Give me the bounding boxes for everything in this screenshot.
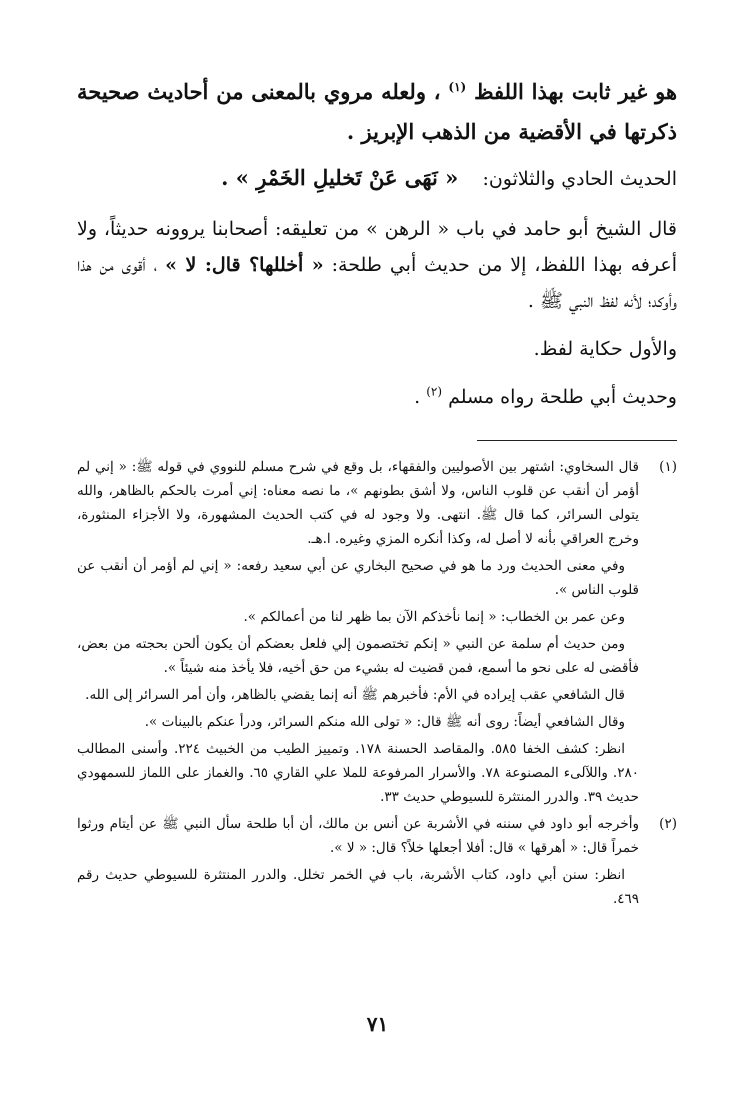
footnote-paragraph: انظر: سنن أبي داود، كتاب الأشربة، باب في الخمر تخلل. والدرر المنتثرة للسيوطي حديث رقم ٤٦٩. [77,867,639,907]
paragraph-abu-hamid-quote: « أخللها؟ قال: لا » [165,254,324,276]
paragraph-first-narration: والأول حكاية لفظ. [533,338,677,360]
paragraph-abu-talha-end: . [414,386,421,408]
opening-text-part1: هو غير ثابت بهذا اللفظ [474,79,678,104]
footnote-paragraph: ومن حديث أم سلمة عن النبي « إنكم تختصمون إلي فلعل بعضكم أن يكون ألحن بحجته من بعض، فأقضى له على نحو ما أسمع، فمن قضيت له بشيء من حق أخيه، فلا يأخذ منه شيئاً ». [77,636,639,676]
footnote-paragraph: قال السخاوي: اشتهر بين الأصوليين والفقهاء، بل وقع في شرح مسلم للنووي في قوله ﷺ: « إني لم أؤمر أن أنقب عن قلوب الناس، ولا أشق بطونهم »، ما نصه معناه: إني أمرت بالحكم بالظاهر، والله يتولى السرائر، كما قال ﷺ. انتهى. ولا وجود له في كتب الحديث المشهورة، ولا الأجزاء المنثورة، وخرج العراقي بأنه لا أصل له، وكذا أنكره المزي وغيره. ا.هـ. [77,459,639,547]
footnote-ref-1: (١) [448,80,467,94]
opening-text-part2: ، ولعله مروي بالمعنى من أحاديث صحيحة ذكرتها في الأقضية من الذهب الإبريز . [77,79,677,144]
paragraph-abu-hamid-part1: قال الشيخ أبو حامد في باب « الرهن » من تعليقه: أصحابنا يروونه حديثاً، ولا أعرفه بهذا اللفظ، إلا من حديث أبي طلحة: [77,218,677,276]
footnote-number: (١) [659,459,677,475]
hadith-label: الحديث الحادي والثلاثون: [482,168,677,190]
footnote-separator [477,440,677,441]
footnote-paragraph: وفي معنى الحديث ورد ما هو في صحيح البخاري عن أبي سعيد رفعه: « إني لم أؤمر أن أنقب عن قلوب الناس ». [77,558,639,598]
paragraph-abu-talha-text: وحديث أبي طلحة رواه مسلم [448,386,677,408]
footnote-paragraph: انظر: كشف الخفا ٥٨٥. والمقاصد الحسنة ١٧٨. وتمييز الطيب من الخبيث ٢٢٤. وأسنى المطالب ٢٨٠. واللآلىء المصنوعة ٧٨. والأسرار المرفوعة للملا علي القاري ٦٥. والغماز على اللماز للسمهودي حديث ٣٩. والدرر المنتثرة للسيوطي حديث ٣٣. [77,741,639,805]
hadith-heading [77,160,677,197]
footnote-paragraph: وقال الشافعي أيضاً: روى أنه ﷺ قال: « تولى الله منكم السرائر، ودرأ عنكم بالبينات ». [144,714,625,730]
footnote-ref-2: (٢) [426,384,443,399]
page-number: ٧١ [366,1012,389,1036]
footnote-paragraph: وعن عمر بن الخطاب: « إنما نأخذكم الآن بما ظهر لنا من أعمالكم ». [243,609,625,625]
main-text [77,72,677,427]
footnote-2 [77,812,677,911]
footnote-1 [77,455,677,809]
footnote-paragraph: وأخرجه أبو داود في سننه في الأشربة عن أنس بن مالك، أن أبا طلحة سأل النبي ﷺ عن أيتام ورثوا خمراً قال: « أهرقها » قال: أفلا أجعلها خلاً؟ قال: « لا ». [77,816,639,856]
opening-bold-paragraph [77,72,677,152]
footnote-number: (٢) [659,816,677,832]
hadith-text: « نَهَى عَنْ تَخليلِ الخَمْرِ » . [221,165,459,190]
footnotes [77,455,677,914]
paragraph-abu-hamid-part2: ، أقوى من هذا وأوكد؛ لأنه لفظ النبي ﷺ . [77,254,677,312]
paragraph-abu-hamid [77,211,677,319]
paragraph-abu-talha [77,379,677,415]
footnote-paragraph: قال الشافعي عقب إيراده في الأم: فأخبرهم ﷺ أنه إنما يقضي بالظاهر، وأن أمر السرائر إلى الله. [85,687,625,703]
